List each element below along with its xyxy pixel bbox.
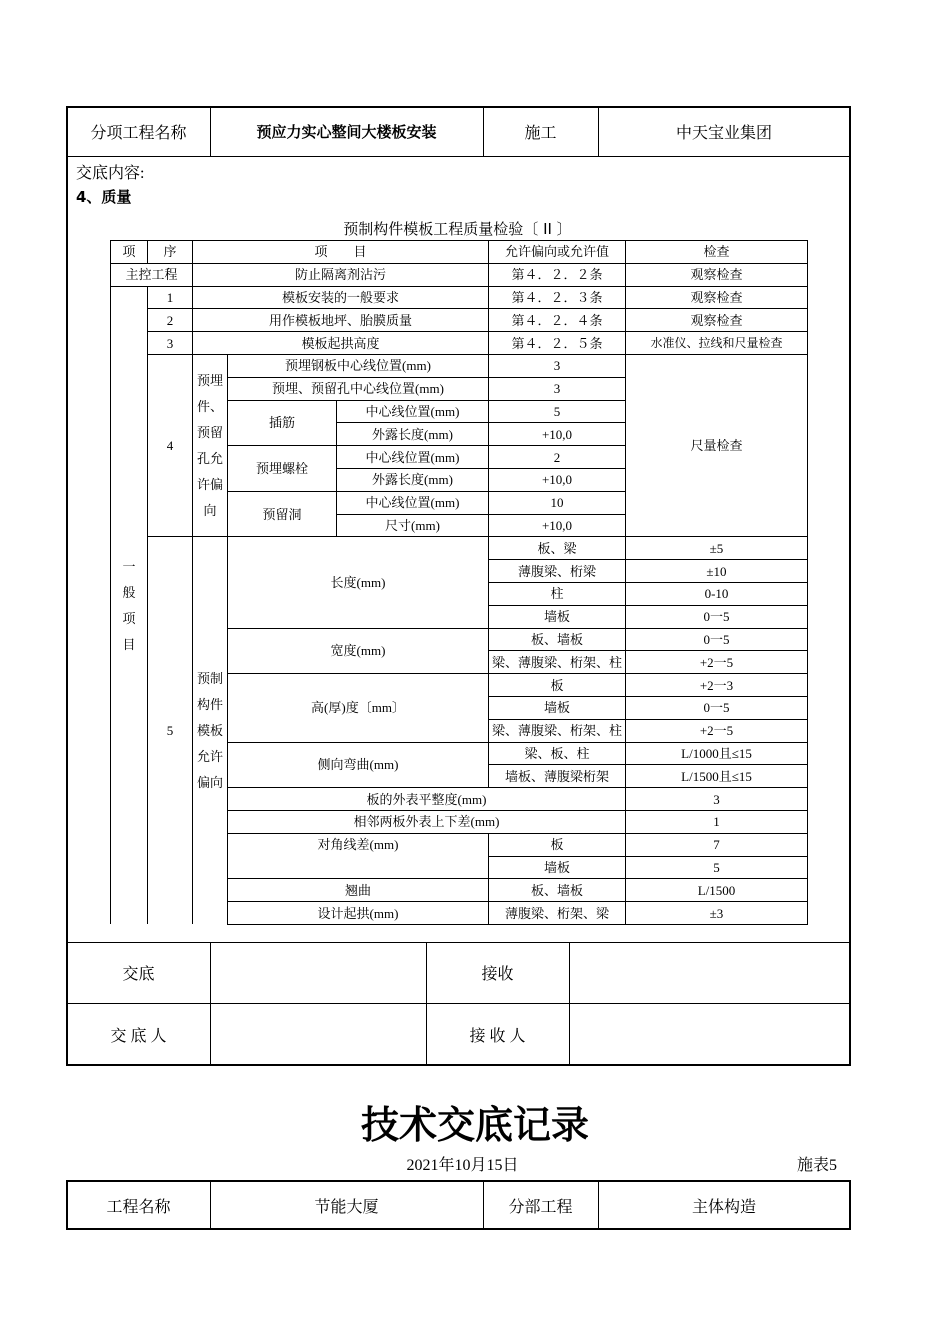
sub-item: 中心线位置(mm) (337, 491, 489, 514)
plate-center-item: 预埋钢板中心线位置(mm) (228, 354, 489, 377)
receive-person-field[interactable] (570, 1004, 849, 1064)
table-row (111, 309, 808, 332)
bolt-item: 预埋螺栓 (228, 446, 337, 492)
row-no: 3 (148, 332, 193, 355)
height-item: 高(厚)度〔mm〕 (228, 674, 489, 742)
camber-value: ±3 (626, 902, 808, 925)
table-row (111, 286, 808, 309)
adjacent-value: 1 (626, 810, 808, 833)
row-value: 第４．２．４条 (489, 309, 626, 332)
sub-item: 墙板 (489, 696, 626, 719)
warp-name: 板、墙板 (489, 879, 626, 902)
item-name-value: 预应力实心整间大楼板安装 (256, 123, 437, 141)
rebar-item: 插筋 (228, 400, 337, 446)
group5-label-text: 预制构件模板允许偏向 (196, 670, 223, 790)
sub-item: 柱 (489, 582, 626, 605)
sub-item: 薄腹梁、桁梁 (489, 560, 626, 583)
sub-item: 尺寸(mm) (337, 514, 489, 537)
table-row (111, 537, 808, 560)
sub-item: 中心线位置(mm) (337, 400, 489, 423)
row-check: 水准仪、拉线和尺量检查 (626, 332, 808, 355)
flatness-value: 3 (626, 788, 808, 811)
section-heading: 4、质量 (76, 188, 132, 206)
sub-item: 墙板、薄腹梁桁架 (489, 765, 626, 788)
table-header-row (111, 241, 808, 264)
receive-person-label: 接 收 人 (469, 1027, 526, 1045)
sub-value: ±5 (626, 537, 808, 560)
sub-value: 0一5 (626, 696, 808, 719)
group4-check: 尺量检查 (626, 354, 808, 536)
sub-item: 墙板 (489, 605, 626, 628)
construction-label: 施工 (524, 125, 557, 142)
sub-value: 7 (626, 833, 808, 856)
table-title: 预制构件模板工程质量检验〔 II 〕 (343, 220, 572, 238)
part-label: 分部工程 (508, 1198, 573, 1216)
sub-value: L/1000且≤15 (626, 742, 808, 765)
head-col-project: 项 目 (193, 241, 489, 264)
plate-center-value: 3 (489, 354, 626, 377)
warp-item: 翘曲 (228, 879, 489, 902)
sub-item: 板 (489, 833, 626, 856)
sub-value: +2一5 (626, 719, 808, 742)
row-item: 用作模板地坪、胎膜质量 (193, 309, 489, 332)
hand-over-person-field[interactable] (211, 1004, 425, 1064)
sub-value: 5 (626, 856, 808, 879)
sub-value: 10 (489, 491, 626, 514)
sub-item: 板、墙板 (489, 628, 626, 651)
flatness-item: 板的外表平整度(mm) (228, 788, 626, 811)
part-value: 主体构造 (691, 1198, 756, 1216)
row-value: 第４．２．３条 (489, 286, 626, 309)
group4-label-text: 预埋件、预留孔允许偏向 (196, 372, 223, 518)
hole-center-item: 预埋、预留孔中心线位置(mm) (228, 377, 489, 400)
group4-no: 4 (148, 354, 193, 536)
warp-value: L/1500 (626, 879, 808, 902)
quality-table (110, 240, 808, 925)
head-col-check: 检查 (626, 241, 808, 264)
sub-value: 0一5 (626, 605, 808, 628)
head-col-allow: 允许偏向或允许值 (489, 241, 626, 264)
hand-over-person-label: 交 底 人 (110, 1027, 167, 1045)
row-no: 1 (148, 286, 193, 309)
construction-value: 中天宝业集团 (675, 125, 772, 142)
row-value: 第４．２．５条 (489, 332, 626, 355)
main-control-check: 观察检查 (626, 263, 808, 286)
sub-value: 0一5 (626, 628, 808, 651)
sub-item: 外露长度(mm) (337, 423, 489, 446)
sub-value: 0-10 (626, 582, 808, 605)
row-item: 模板起拱高度 (193, 332, 489, 355)
hole-item: 预留洞 (228, 491, 337, 537)
camber-item: 设计起拱(mm) (228, 902, 489, 925)
group5-label (193, 537, 228, 925)
project-name-value: 节能大厦 (314, 1198, 379, 1216)
bend-item: 侧向弯曲(mm) (228, 742, 489, 788)
receive-label: 接收 (481, 966, 514, 983)
head-col-no: 序 (148, 241, 193, 264)
sub-value: +2一3 (626, 674, 808, 697)
length-item: 长度(mm) (228, 537, 489, 628)
main-control-value: 第４．２．２条 (489, 263, 626, 286)
project-name-label: 工程名称 (106, 1198, 171, 1216)
main-control-item: 防止隔离剂沾污 (193, 263, 489, 286)
sub-item: 梁、板、柱 (489, 742, 626, 765)
hand-over-field[interactable] (211, 943, 425, 1002)
sub-item: 外露长度(mm) (337, 468, 489, 491)
width-item: 宽度(mm) (228, 628, 489, 674)
record-title: 技术交底记录 (360, 1103, 589, 1147)
group4-label (193, 354, 228, 536)
sub-value: 5 (489, 400, 626, 423)
table-row (111, 354, 808, 377)
sub-item: 墙板 (489, 856, 626, 879)
receive-field[interactable] (570, 943, 849, 1002)
sub-value: +10,0 (489, 423, 626, 446)
sub-value: 2 (489, 446, 626, 469)
camber-name: 薄腹梁、桁架、梁 (489, 902, 626, 925)
row-check: 观察检查 (626, 309, 808, 332)
sub-value: +10,0 (489, 468, 626, 491)
sub-item: 中心线位置(mm) (337, 446, 489, 469)
main-control-label: 主控工程 (111, 263, 193, 286)
record-date: 2021年10月15日 (406, 1157, 519, 1174)
header-divider (67, 156, 850, 157)
sub-value: +2一5 (626, 651, 808, 674)
adjacent-item: 相邻两板外表上下差(mm) (228, 810, 626, 833)
sub-item: 梁、薄腹梁、桁架、柱 (489, 719, 626, 742)
general-items-label (111, 286, 148, 924)
sub-item: 板、梁 (489, 537, 626, 560)
head-col-item: 项 (111, 241, 148, 264)
general-items-text: 一般项目 (122, 558, 136, 652)
sub-item: 板 (489, 674, 626, 697)
item-name-label: 分项工程名称 (90, 125, 187, 142)
hand-over-label: 交底 (122, 966, 155, 983)
table-row (111, 332, 808, 355)
form-number: 施表5 (797, 1157, 838, 1174)
sub-value: L/1500且≤15 (626, 765, 808, 788)
row-no: 2 (148, 309, 193, 332)
table-row (111, 263, 808, 286)
row-check: 观察检查 (626, 286, 808, 309)
row-item: 模板安装的一般要求 (193, 286, 489, 309)
diagonal-item: 对角线差(mm) (228, 833, 489, 879)
sub-value: ±10 (626, 560, 808, 583)
group5-no: 5 (148, 537, 193, 925)
hole-center-value: 3 (489, 377, 626, 400)
content-label: 交底内容: (76, 165, 145, 182)
sub-item: 梁、薄腹梁、桁架、柱 (489, 651, 626, 674)
sub-value: +10,0 (489, 514, 626, 537)
